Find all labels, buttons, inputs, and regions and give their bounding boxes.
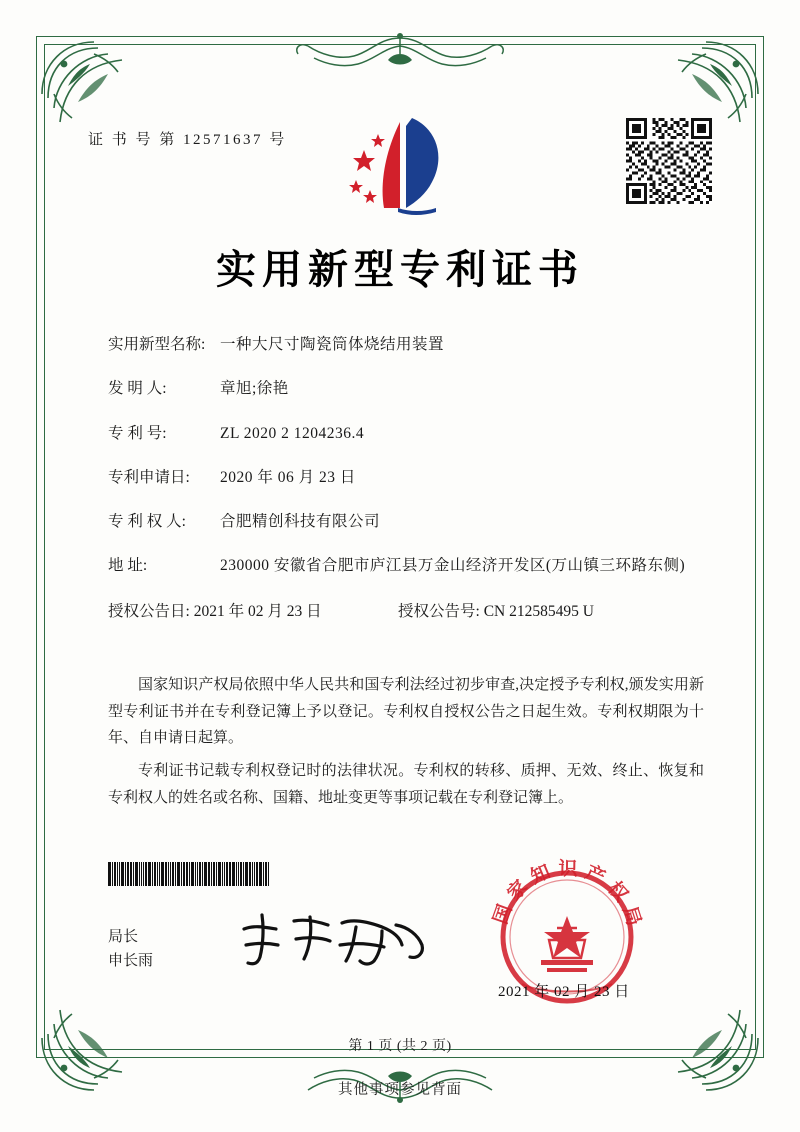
field-value: 一种大尺寸陶瓷筒体烧结用装置 — [220, 336, 445, 353]
field-row-invention-name — [108, 333, 704, 356]
field-label: 专利申请日: — [108, 468, 190, 486]
footnote: 其他事项参见背面 — [338, 1082, 462, 1098]
field-row-inventor — [108, 377, 704, 400]
seal-date: 2021 年 02 月 23 日 — [498, 984, 630, 1000]
certificate-fields — [108, 333, 704, 642]
field-label: 专 利 号: — [108, 424, 167, 442]
handwritten-signature-icon — [232, 905, 432, 975]
cnipa-logo-icon — [340, 112, 460, 222]
barcode-icon — [108, 862, 328, 886]
top-flourish-ornament-icon — [250, 30, 550, 86]
grant-date-value: 2021 年 02 月 23 日 — [193, 602, 322, 620]
svg-text:国 家 知 识 产 权 局: 国 家 知 识 产 权 局 — [489, 857, 646, 929]
director-title: 局长 — [108, 929, 139, 945]
grant-date-group — [108, 599, 398, 621]
field-row-application-date — [108, 466, 704, 489]
field-row-patentee — [108, 510, 704, 533]
qr-code-icon — [626, 118, 712, 204]
signature-block — [108, 925, 153, 973]
field-label: 地 址: — [108, 557, 148, 575]
field-label: 发 明 人: — [108, 380, 167, 398]
certificate-number: 证 书 号 第 12571637 号 — [88, 132, 287, 148]
grant-number-label: 授权公告号: — [398, 602, 480, 620]
field-row-grant — [108, 599, 704, 621]
director-name: 申长雨 — [108, 953, 154, 969]
field-value: ZL 2020 2 1204236.4 — [220, 424, 365, 442]
grant-number-value: CN 212585495 U — [483, 602, 594, 620]
paragraph-register-statement: 专利证书记载专利权登记时的法律状况。专利权的转移、质押、无效、终止、恢复和专利权人的姓名或名称、国籍、地址变更等事项记载在专利登记簿上。 — [108, 763, 704, 806]
paragraph-grant-statement: 国家知识产权局依照中华人民共和国专利法经过初步审查,决定授予专利权,颁发实用新型专利证书并在专利登记簿上予以登记。专利权自授权公告之日起生效。专利权期限为十年、自申请日起算。 — [108, 677, 704, 747]
page-number: 第 1 页 (共 2 页) — [348, 1039, 452, 1054]
grant-date-label: 授权公告日: — [108, 602, 190, 620]
page-title: 实用新型专利证书 — [216, 246, 584, 293]
field-value: 230000 安徽省合肥市庐江县万金山经济开发区(万山镇三环路东侧) — [220, 557, 686, 575]
field-label: 实用新型名称: — [108, 336, 206, 353]
field-value: 章旭;徐艳 — [220, 380, 289, 398]
field-label: 专 利 权 人: — [108, 513, 186, 530]
field-row-address — [108, 554, 704, 577]
field-value: 合肥精创科技有限公司 — [220, 513, 381, 530]
field-row-patent-number — [108, 422, 704, 445]
field-value: 2020 年 06 月 23 日 — [220, 468, 356, 486]
legal-text-block — [108, 672, 704, 817]
grant-number-group — [398, 599, 704, 621]
